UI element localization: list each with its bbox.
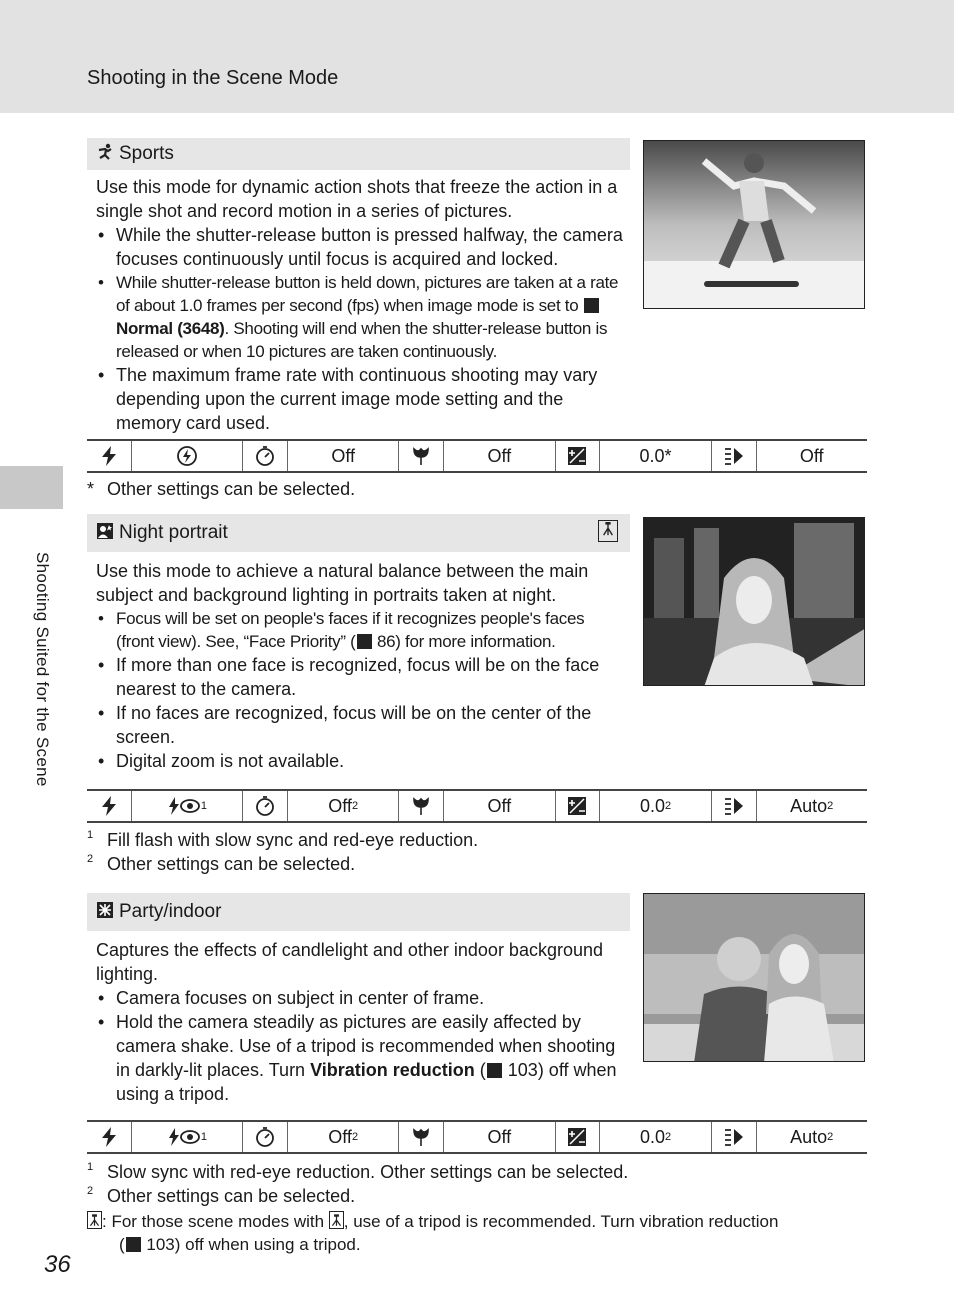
continuous-icon bbox=[711, 1122, 756, 1152]
night-portrait-photo bbox=[643, 517, 865, 686]
page-header bbox=[0, 0, 954, 113]
night-note-1: $^1$ Fill flash with slow sync and red-eye reduction. bbox=[87, 829, 479, 850]
sports-note: * Other settings can be selected. bbox=[87, 479, 356, 499]
continuous-icon bbox=[711, 791, 756, 821]
sports-photo bbox=[643, 140, 865, 309]
reference-icon bbox=[487, 1063, 502, 1078]
self-timer-icon bbox=[242, 441, 287, 471]
flash-off-icon bbox=[131, 441, 242, 471]
flash-redeye-slow-icon: 1 bbox=[131, 791, 242, 821]
party-note-1: $^1$ Slow sync with red-eye reduction. Other settings can be selected. bbox=[87, 1161, 629, 1182]
flash-redeye-slow-icon: 1 bbox=[131, 1122, 242, 1152]
party-intro: Captures the effects of candlelight and other indoor background lighting. bbox=[96, 940, 604, 984]
sports-bullet-2: • While shutter-release button is held down, pictures are taken at a rate of about 1.0 frames per second (fps) when image mode is set to Normal (3648). Shooting will end when the shutter-release button is released or when 10 pictures are taken continuously. bbox=[96, 271, 626, 363]
party-bullet-2: • Hold the camera steadily as pictures are easily affected by camera shake. Use of a tripod is recommended when shooting in darkly-lit places. Turn Vibration reduction ( 103) off when using a tripod. bbox=[96, 1010, 626, 1106]
self-timer-value: Off bbox=[287, 441, 398, 471]
self-timer-value: Off 2 bbox=[287, 791, 398, 821]
sports-title-text: Sports bbox=[119, 143, 174, 164]
party-bullet-1: • Camera focuses on subject in center of frame. bbox=[96, 986, 626, 1010]
reference-icon bbox=[357, 634, 372, 649]
sports-icon bbox=[96, 143, 114, 161]
continuous-value: Auto 2 bbox=[756, 791, 867, 821]
night-section-title bbox=[87, 514, 630, 552]
night-bullet-1: • Focus will be set on people's faces if it recognizes people's faces (front view). See, “Face Priority” ( 86) for more information. bbox=[96, 607, 626, 653]
exposure-comp-value: 0.0 2 bbox=[599, 1122, 710, 1152]
exposure-comp-icon bbox=[555, 1122, 600, 1152]
flash-icon bbox=[87, 441, 131, 471]
night-settings-row bbox=[87, 789, 867, 823]
party-section-title bbox=[87, 893, 630, 931]
continuous-value: Off bbox=[756, 441, 867, 471]
self-timer-icon bbox=[242, 1122, 287, 1152]
exposure-comp-value: 0.0* bbox=[599, 441, 710, 471]
party-body bbox=[96, 938, 626, 1106]
macro-icon bbox=[398, 441, 443, 471]
macro-icon bbox=[398, 1122, 443, 1152]
page-title: Shooting in the Scene Mode bbox=[87, 67, 339, 89]
night-bullet-4: • Digital zoom is not available. bbox=[96, 749, 626, 773]
night-bullet-2: • If more than one face is recognized, focus will be on the face nearest to the camera. bbox=[96, 653, 626, 701]
exposure-comp-value: 0.0 2 bbox=[599, 791, 710, 821]
night-note-2: $^2$ Other settings can be selected. bbox=[87, 853, 356, 874]
flash-icon bbox=[87, 791, 131, 821]
sports-intro: Use this mode for dynamic action shots that freeze the action in a single shot and record motion in a series of pictures. bbox=[96, 177, 618, 221]
sports-bullet-1: • While the shutter-release button is pressed halfway, the camera focuses continuously until focus is acquired and locked. bbox=[96, 223, 626, 271]
macro-value: Off bbox=[443, 441, 554, 471]
page-number: 36 bbox=[44, 1251, 71, 1278]
exposure-comp-icon bbox=[555, 441, 600, 471]
side-section-label: Shooting Suited for the Scene bbox=[33, 552, 52, 787]
macro-value: Off bbox=[443, 791, 554, 821]
continuous-value: Auto 2 bbox=[756, 1122, 867, 1152]
continuous-icon bbox=[711, 441, 756, 471]
sports-settings-row bbox=[87, 439, 867, 473]
macro-icon bbox=[398, 791, 443, 821]
sports-section-title bbox=[87, 138, 630, 170]
flash-icon bbox=[87, 1122, 131, 1152]
party-settings-row bbox=[87, 1120, 867, 1154]
reference-icon bbox=[126, 1237, 141, 1252]
night-title-text: Night portrait bbox=[119, 522, 228, 543]
sports-body bbox=[96, 175, 626, 435]
sports-bullet-3: • The maximum frame rate with continuous shooting may vary depending upon the current image mode setting and the memory card used. bbox=[96, 363, 626, 435]
tripod-note: : For those scene modes with , use of a tripod is recommended. Turn vibration reduction ( 103) off when using a tripod. bbox=[87, 1210, 778, 1256]
party-note-2: $^2$ Other settings can be selected. bbox=[87, 1185, 356, 1206]
night-intro: Use this mode to achieve a natural balance between the main subject and background lighting in portraits taken at night. bbox=[96, 561, 589, 605]
party-indoor-icon bbox=[96, 901, 114, 919]
side-tab bbox=[0, 466, 63, 509]
macro-value: Off bbox=[443, 1122, 554, 1152]
night-portrait-icon bbox=[96, 522, 114, 540]
self-timer-icon bbox=[242, 791, 287, 821]
tripod-icon bbox=[87, 1211, 102, 1229]
night-body bbox=[96, 559, 626, 773]
exposure-comp-icon bbox=[555, 791, 600, 821]
image-mode-icon bbox=[584, 298, 599, 313]
self-timer-value: Off 2 bbox=[287, 1122, 398, 1152]
party-title-text: Party/indoor bbox=[119, 901, 222, 922]
tripod-icon bbox=[598, 520, 618, 542]
night-bullet-3: • If no faces are recognized, focus will be on the center of the screen. bbox=[96, 701, 626, 749]
tripod-icon bbox=[329, 1211, 344, 1229]
party-photo bbox=[643, 893, 865, 1062]
